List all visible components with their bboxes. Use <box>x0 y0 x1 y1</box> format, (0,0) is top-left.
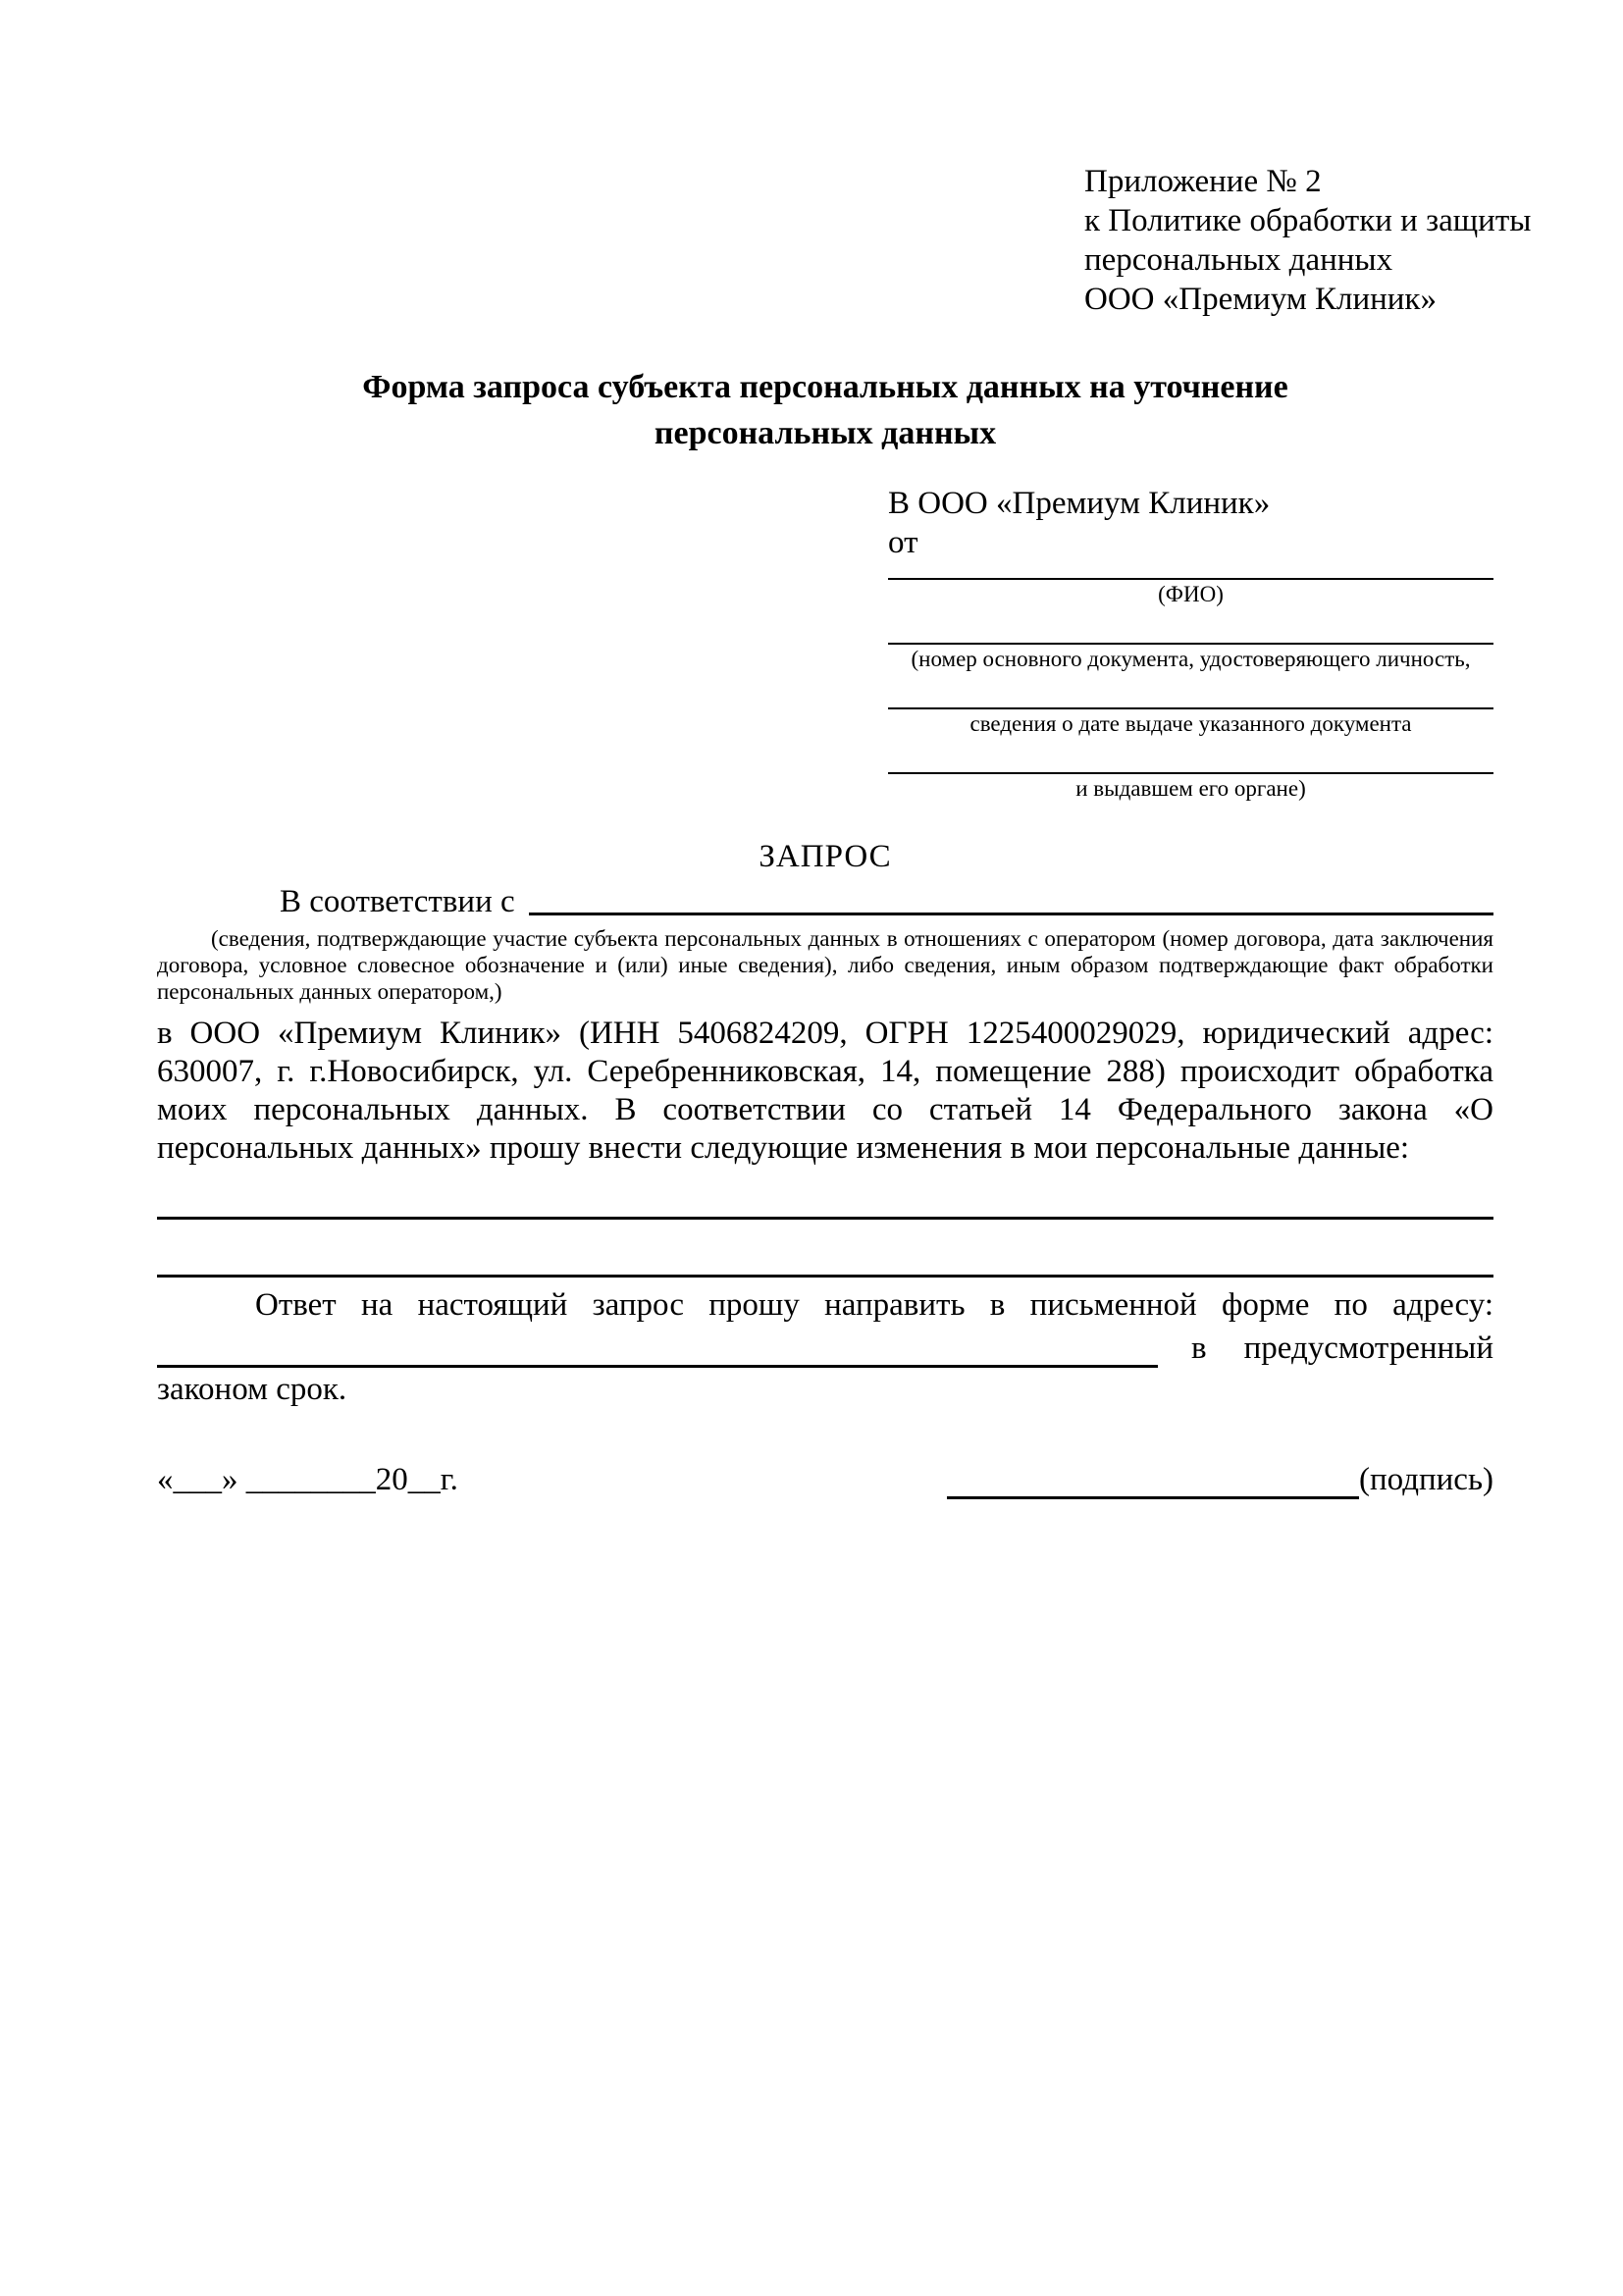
document-number-field <box>888 607 1493 672</box>
fio-field-line[interactable] <box>888 562 1493 580</box>
reply-address-line <box>157 1325 1493 1368</box>
fio-field-caption: (ФИО) <box>1158 582 1224 606</box>
document-issue-date-field-line[interactable] <box>888 672 1493 709</box>
document-issue-date-field-caption: сведения о дате выдаче указанного документа <box>969 711 1412 736</box>
document-issuer-field <box>888 737 1493 802</box>
basis-prefix: В соответствии с <box>280 884 515 919</box>
addressee-from-label: от <box>888 525 918 560</box>
address-fill-line[interactable] <box>157 1330 1158 1368</box>
appendix-line: Приложение № 2 <box>1084 164 1322 199</box>
basis-fill-line[interactable] <box>529 882 1493 915</box>
date-signature-row <box>157 1460 1493 1499</box>
page-title: Форма запроса субъекта персональных данных на уточнение персональных данных <box>362 369 1288 451</box>
appendix-header <box>1084 162 1532 319</box>
reply-text: Ответ на настоящий запрос прошу направить в письменной форме по адресу: <box>255 1287 1493 1323</box>
date-fill-line[interactable]: «___» ________20__г. <box>157 1462 458 1497</box>
signature-fill-line[interactable] <box>947 1463 1359 1499</box>
request-body: в ООО «Премиум Клиник» (ИНН 5406824209, ОГРН 1225400029029, юридический адрес: 630007, г. г.Новосибирск, ул. Серебренниковская, 14, помещение 288) происходит обработка моих персональных данных. В соответствии со статьей 14 Федерального закона «О персональных данных» прошу внести следующие изменения в мои персональные данные: <box>157 1016 1493 1166</box>
document-number-field-line[interactable] <box>888 607 1493 645</box>
fio-field <box>888 562 1493 607</box>
reply-tail: законом срок. <box>157 1372 347 1407</box>
appendix-line: к Политике обработки и защиты <box>1084 203 1532 238</box>
reply-word-in: в <box>1191 1331 1207 1366</box>
appendix-line: персональных данных <box>1084 242 1393 278</box>
document-issue-date-field <box>888 672 1493 737</box>
basis-line <box>157 882 1493 921</box>
changes-fill-line-1[interactable] <box>157 1217 1493 1220</box>
addressee-to: В ООО «Премиум Клиник» <box>888 486 1271 521</box>
addressee-block <box>888 484 1493 802</box>
reply-word-predusmotrenny: предусмотренный <box>1243 1331 1493 1366</box>
document-number-field-caption: (номер основного документа, удостоверяющего личность, <box>911 647 1471 671</box>
document-issuer-field-caption: и выдавшем его органе) <box>1075 776 1306 801</box>
document-issuer-field-line[interactable] <box>888 737 1493 774</box>
signature-block <box>947 1460 1493 1499</box>
appendix-line: ООО «Премиум Клиник» <box>1084 282 1437 317</box>
basis-footnote: (сведения, подтверждающие участие субъекта персональных данных в отношениях с оператором (номер договора, дата заключения договора, условное словесное обозначение и (или) иные сведения), либо сведения, иным образом подтверждающие факт обработки персональных данных оператором,) <box>157 926 1493 1004</box>
changes-fill-line-2[interactable] <box>157 1275 1493 1278</box>
signature-caption: (подпись) <box>1359 1462 1493 1497</box>
request-heading: ЗАПРОС <box>759 839 892 874</box>
